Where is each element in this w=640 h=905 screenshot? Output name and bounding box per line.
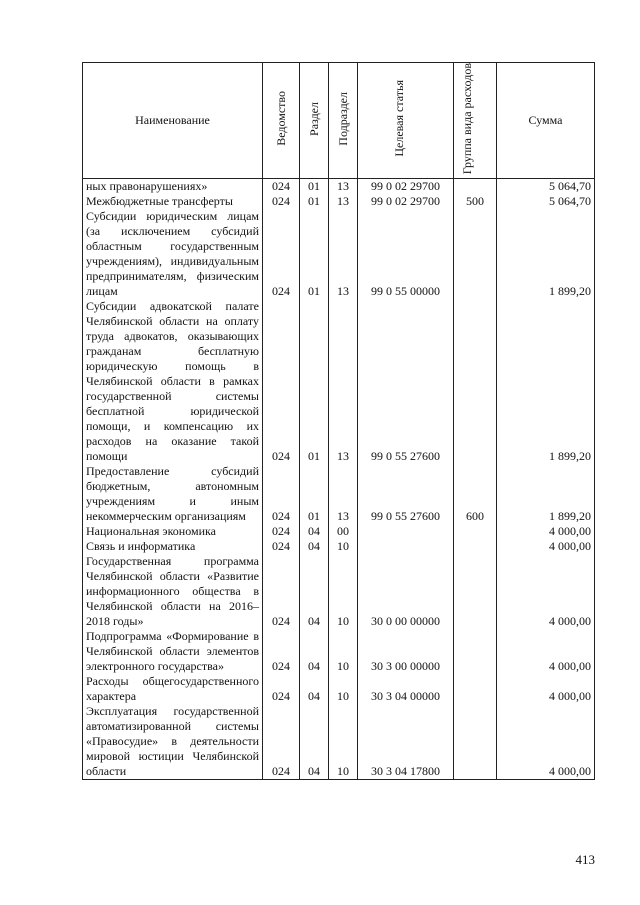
row-podrazdel: 10: [329, 554, 358, 629]
row-summa: 4 000,00: [497, 554, 595, 629]
row-gruppa: [454, 539, 497, 554]
row-summa: 1 899,20: [497, 464, 595, 524]
row-name: Национальная экономика: [83, 524, 263, 539]
row-gruppa: [454, 524, 497, 539]
budget-table-container: [82, 62, 594, 780]
row-vedomstvo: 024: [263, 629, 300, 674]
row-tselevaya: 30 3 00 00000: [358, 629, 454, 674]
row-tselevaya: 99 0 02 29700: [358, 194, 454, 209]
row-gruppa: [454, 629, 497, 674]
row-vedomstvo: 024: [263, 194, 300, 209]
row-gruppa: [454, 209, 497, 299]
row-summa: 5 064,70: [497, 179, 595, 195]
row-podrazdel: 10: [329, 539, 358, 554]
table-row: [83, 674, 595, 704]
table-row: [83, 704, 595, 780]
row-summa: 4 000,00: [497, 524, 595, 539]
header-razdel: Раздел: [300, 63, 329, 179]
row-summa: 4 000,00: [497, 674, 595, 704]
row-vedomstvo: 024: [263, 179, 300, 195]
row-razdel: 04: [300, 524, 329, 539]
header-vedomstvo: Ведомство: [263, 63, 300, 179]
table-header-row: [83, 63, 595, 179]
row-podrazdel: 00: [329, 524, 358, 539]
row-gruppa: [454, 674, 497, 704]
row-name: Подпрограмма «Формирование в Челябинской области элементов электронного государства»: [83, 629, 263, 674]
row-razdel: 04: [300, 704, 329, 780]
row-tselevaya: 99 0 55 00000: [358, 209, 454, 299]
row-summa: 4 000,00: [497, 629, 595, 674]
table-row: [83, 464, 595, 524]
row-vedomstvo: 024: [263, 704, 300, 780]
row-razdel: 04: [300, 674, 329, 704]
page-number: 413: [575, 852, 595, 867]
row-tselevaya: 30 3 04 00000: [358, 674, 454, 704]
row-tselevaya: [358, 539, 454, 554]
row-summa: 1 899,20: [497, 209, 595, 299]
row-razdel: 01: [300, 299, 329, 464]
table-row: [83, 629, 595, 674]
row-vedomstvo: 024: [263, 674, 300, 704]
table-row: [83, 524, 595, 539]
row-summa: 4 000,00: [497, 539, 595, 554]
row-tselevaya: 99 0 55 27600: [358, 299, 454, 464]
row-name: Межбюджетные трансферты: [83, 194, 263, 209]
row-tselevaya: 99 0 02 29700: [358, 179, 454, 195]
row-podrazdel: 13: [329, 179, 358, 195]
budget-table: [82, 62, 595, 780]
row-name: Эксплуатация государственной автоматизированной системы «Правосудие» в деятельности мировой юстиции Челябинской области: [83, 704, 263, 780]
row-summa: 4 000,00: [497, 704, 595, 780]
row-razdel: 01: [300, 179, 329, 195]
row-name: Субсидии адвокатской палате Челябинской области на оплату труда адвокатов, оказывающих гражданам бесплатную юридическую помощь в Челябинской области в рамках государственной системы бесплатной юридической помощи, и компенсацию их расходов на оказание такой помощи: [83, 299, 263, 464]
row-vedomstvo: 024: [263, 524, 300, 539]
row-podrazdel: 10: [329, 674, 358, 704]
row-tselevaya: 30 3 04 17800: [358, 704, 454, 780]
row-gruppa: [454, 704, 497, 780]
row-razdel: 04: [300, 539, 329, 554]
row-vedomstvo: 024: [263, 209, 300, 299]
row-gruppa: 600: [454, 464, 497, 524]
row-gruppa: 500: [454, 194, 497, 209]
row-summa: 5 064,70: [497, 194, 595, 209]
row-podrazdel: 13: [329, 194, 358, 209]
table-row: [83, 554, 595, 629]
row-summa: 1 899,20: [497, 299, 595, 464]
row-name: Расходы общегосударственного характера: [83, 674, 263, 704]
row-razdel: 01: [300, 464, 329, 524]
row-name: ных правонарушениях»: [83, 179, 263, 195]
row-podrazdel: 10: [329, 629, 358, 674]
table-row: [83, 299, 595, 464]
row-name: Государственная программа Челябинской области «Развитие информационного общества в Челябинской области на 2016–2018 годы»: [83, 554, 263, 629]
row-razdel: 01: [300, 209, 329, 299]
row-name: Предоставление субсидий бюджетным, автономным учреждениям и иным некоммерческим организациям: [83, 464, 263, 524]
row-name: Связь и информатика: [83, 539, 263, 554]
header-gruppa: Группа вида расходов: [454, 63, 497, 179]
row-tselevaya: [358, 524, 454, 539]
row-tselevaya: 30 0 00 00000: [358, 554, 454, 629]
row-podrazdel: 13: [329, 464, 358, 524]
header-tselevaya: Целевая статья: [358, 63, 454, 179]
table-row: [83, 194, 595, 209]
table-body: [83, 179, 595, 780]
row-name: Субсидии юридическим лицам (за исключением субсидий областным государственным учреждениям), индивидуальным предпринимателям, физическим лицам: [83, 209, 263, 299]
row-vedomstvo: 024: [263, 464, 300, 524]
row-podrazdel: 13: [329, 209, 358, 299]
row-gruppa: [454, 299, 497, 464]
row-vedomstvo: 024: [263, 299, 300, 464]
header-summa: Сумма: [497, 63, 595, 179]
row-gruppa: [454, 554, 497, 629]
table-row: [83, 539, 595, 554]
row-razdel: 04: [300, 554, 329, 629]
row-tselevaya: 99 0 55 27600: [358, 464, 454, 524]
row-vedomstvo: 024: [263, 554, 300, 629]
row-podrazdel: 13: [329, 299, 358, 464]
header-podrazdel: Подраздел: [329, 63, 358, 179]
row-vedomstvo: 024: [263, 539, 300, 554]
header-name: Наименование: [83, 63, 263, 179]
row-gruppa: [454, 179, 497, 195]
table-row: [83, 179, 595, 195]
row-razdel: 01: [300, 194, 329, 209]
table-row: [83, 209, 595, 299]
row-podrazdel: 10: [329, 704, 358, 780]
row-razdel: 04: [300, 629, 329, 674]
